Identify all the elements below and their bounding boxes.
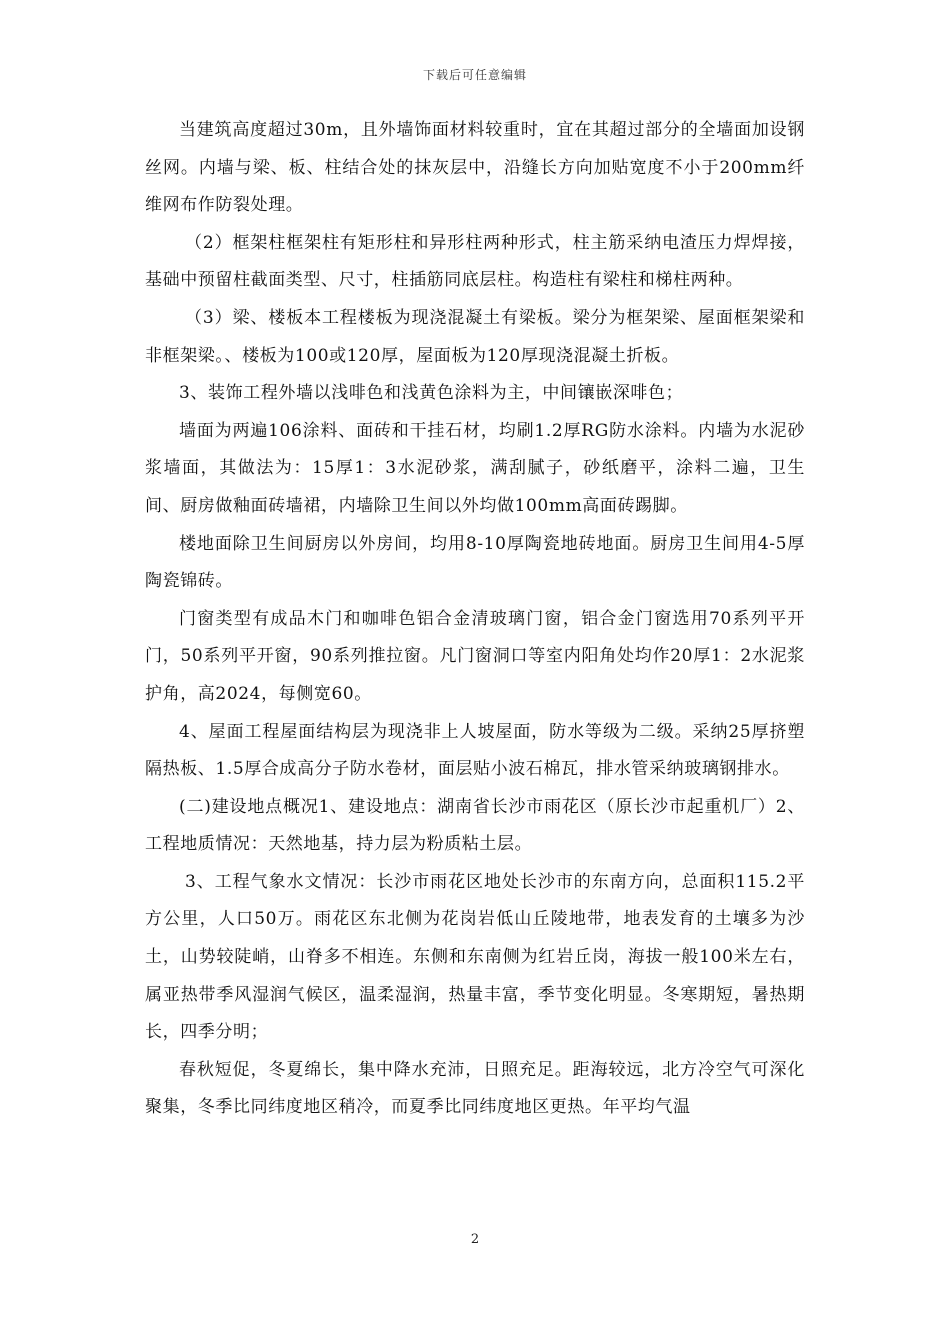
paragraph-facade-mesh: 当建筑高度超过30m，且外墙饰面材料较重时，宜在其超过部分的全墙面加设钢丝网。内墙与梁、板、柱结合处的抹灰层中，沿缝长方向加贴宽度不小于200mm纤维网布作防裂处理。 xyxy=(145,120,805,216)
paragraph-decoration: 3、装饰工程外墙以浅啡色和浅黄色涂料为主，中间镶嵌深啡色； xyxy=(179,383,684,404)
paragraph-climate-hydrology: 3、工程气象水文情况：长沙市雨花区地处长沙市的东南方向，总面积115.2平方公里，人口50万。雨花区东北侧为花岗岩低山丘陵地带，地表发育的土壤多为沙土，山势较陡峭，山脊多不相连。东侧和东南侧为红岩丘岗，海拔一般100米左右，属亚热带季风湿润气候区，温柔湿润，热量丰富，季节变化明显。冬寒期短，暑热期长，四季分明； xyxy=(145,871,805,1043)
paragraph-climate-continued: 春秋短促，冬夏绵长，集中降水充沛，日照充足。距海较远，北方冷空气可深化聚集，冬季比同纬度地区稍冷，而夏季比同纬度地区更热。年平均气温 xyxy=(145,1059,805,1118)
paragraph-site-overview: (二)建设地点概况1、建设地点：湖南省长沙市雨花区（原长沙市起重机厂）2、工程地质情况：天然地基，持力层为粉质粘土层。 xyxy=(145,796,805,855)
paragraph-beams-slabs: （3）梁、楼板本工程楼板为现浇混凝土有梁板。梁分为框架梁、屋面框架梁和非框架梁。、楼板为100或120厚，屋面板为120厚现浇混凝土折板。 xyxy=(145,307,805,366)
paragraph-floor-finish: 楼地面除卫生间厨房以外房间，均用8-10厚陶瓷地砖地面。厨房卫生间用4-5厚陶瓷锦砖。 xyxy=(145,533,805,592)
document-body xyxy=(145,112,805,1127)
paragraph-frame-columns: （2）框架柱框架柱有矩形柱和异形柱两种形式，柱主筋采纳电渣压力焊焊接，基础中预留柱截面类型、尺寸，柱插筋同底层柱。构造柱有梁柱和梯柱两种。 xyxy=(145,232,805,291)
paragraph-roofing: 4、屋面工程屋面结构层为现浇非上人坡屋面，防水等级为二级。采纳25厚挤塑隔热板、1.5厚合成高分子防水卷材，面层贴小波石棉瓦，排水管采纳玻璃钢排水。 xyxy=(145,721,805,780)
page-header: 下载后可任意编辑 xyxy=(422,68,527,82)
paragraph-doors-windows: 门窗类型有成品木门和咖啡色铝合金清玻璃门窗，铝合金门窗选用70系列平开门，50系列平开窗，90系列推拉窗。凡门窗洞口等室内阳角处均作20厚1：2水泥浆护角，高2024，每侧宽60。 xyxy=(145,608,805,704)
paragraph-wall-finish: 墙面为两遍106涂料、面砖和干挂石材，均刷1.2厚RG防水涂料。内墙为水泥砂浆墙面，其做法为：15厚1：3水泥砂浆，满刮腻子，砂纸磨平，涂料二遍，卫生间、厨房做釉面砖墙裙，内墙除卫生间以外均做100mm高面砖踢脚。 xyxy=(145,420,805,516)
page-number: 2 xyxy=(470,1232,480,1247)
